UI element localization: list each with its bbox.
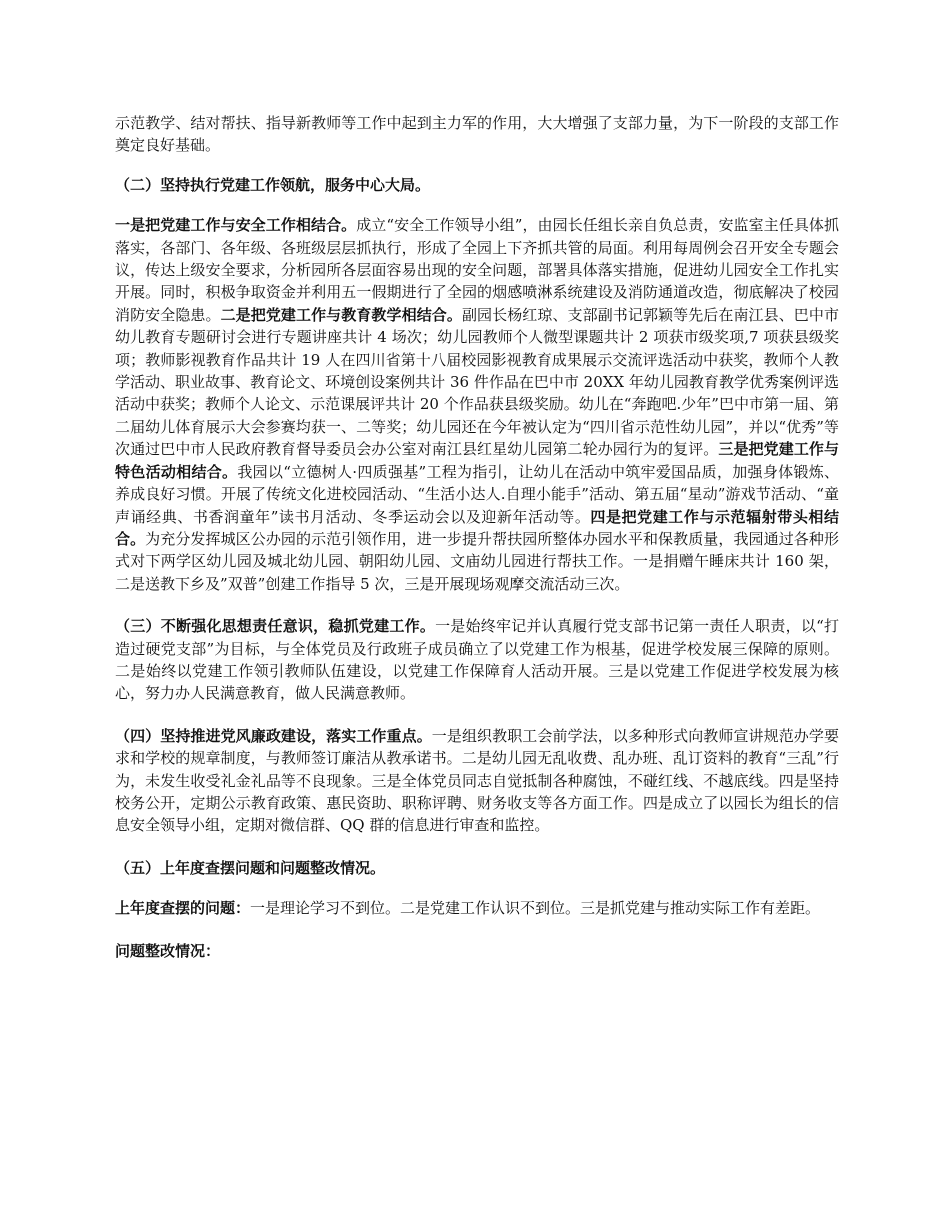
section-4-heading: （四）坚持推进党风廉政建设，落实工作重点。: [115, 726, 432, 745]
section-3-heading: （三）不断强化思想责任意识，稳抓党建工作。: [115, 617, 436, 636]
section-4-paragraph: [115, 725, 839, 837]
demonstration-work-text: 为充分发挥城区公办园的示范引领作用，进一步提升帮扶园所整体办园水平和保教质量，我园通过各种形式对下两学区幼儿园及城北幼儿园、朝阳幼儿园、文庙幼儿园进行帮扶工作。一是捐赠午睡床共计 160 架，二是送教下乡及”双普”创建工作指导 5 次，三是开展现场观摩交流活动三次。: [115, 529, 839, 593]
section-4-text: 一是组织教职工会前学法，以多种形式向教师宣讲规范办学要求和学校的规章制度，与教师签订廉洁从教承诺书。二是幼儿园无乱收费、乱办班、乱订资料的教育“三乱”行为，未发生收受礼金礼品等不良现象。三是全体党员同志自觉抵制各种腐蚀，不碰红线、不越底线。四是坚持校务公开，定期公示教育政策、惠民资助、职称评聘、财务收支等各方面工作。四是成立了以园长为组长的信息安全领导小组，定期对微信群、QQ 群的信息进行审查和监控。: [115, 726, 839, 835]
activities-work-text: 我园以“立德树人·四质强基”工程为指引，让幼儿在活动中筑牢爱国品质，加强身体锻炼、养成良好习惯。开展了传统文化进校园活动、“生活小达人.自理小能手”活动、第五届“星动”游戏节活动、“童声诵经典、书香润童年”读书月活动、冬季运动会以及迎新年活动等。: [115, 462, 839, 526]
intro-paragraph: 示范教学、结对帮扶、指导新教师等工作中起到主力军的作用，大大增强了支部力量，为下一阶段的支部工作奠定良好基础。: [115, 114, 839, 155]
rectification-label: 问题整改情况：: [115, 941, 221, 960]
teaching-work-text: 副园长杨红琼、支部副书记郭颖等先后在南江县、巴中市幼儿教育专题研讨会进行专题讲座共计 4 场次；幼儿园教师个人微型课题共计 2 项获市级奖项,7 项获县级奖项；教师影视教育作品共计 19 人在四川省第十八届校园影视教育成果展示交流评选活动中获奖，教师个人教学活动、职业故事、教育论文、环境创设案例共计 36 件作品在巴中市 20XX 年幼儿园教育教学优秀案例评选活动中获奖；教师个人论文、示范课展评共计 20 个作品获县级奖励。幼儿在“奔跑吧.少年”巴中市第一届、第二届幼儿体育展示大会参赛均获一、二等奖；幼儿园还在今年被认定为“四川省示范性幼儿园”，并以“优秀”等次通过巴中市人民政府教育督导委员会办公室对南江县红星幼儿园第二轮办园行为的复评。: [115, 305, 839, 459]
teaching-work-lead: 二是把党建工作与教育教学相结合。: [220, 305, 462, 324]
section-5-heading: （五）上年度查摆问题和问题整改情况。: [115, 858, 386, 877]
section-2-heading: （二）坚持执行党建工作领航，服务中心大局。: [115, 175, 431, 194]
section-3-text: 一是始终牢记并认真履行党支部书记第一责任人职责，以“打造过硬党支部”为目标，与全体党员及行政班子成员确立了以党建工作为根基，促进学校发展三保障的原则。二是始终以党建工作领引教师队伍建设，以党建工作保障育人活动开展。三是以党建工作促进学校发展为核心，努力办人民满意教育，做人民满意教师。: [115, 617, 839, 703]
problems-label: 上年度查摆的问题：: [115, 899, 251, 918]
problems-paragraph: [115, 897, 839, 919]
problems-text: 一是理论学习不到位。二是党建工作认识不到位。三是抓党建与推动实际工作有差距。: [250, 899, 821, 918]
demonstration-work-lead: 四是把党建工作与示范辐射带头相结合。: [115, 507, 839, 548]
activities-work-lead: 三是把党建工作与特色活动相结合。: [115, 440, 839, 481]
section-2-paragraph: [115, 214, 839, 595]
section-3-paragraph: [115, 615, 839, 705]
safety-work-text: 成立“安全工作领导小组”，由园长任组长亲自负总责，安监室主任具体抓落实，各部门、各年级、各班级层层抓执行，形成了全园上下齐抓共管的局面。利用每周例会召开安全专题会议，传达上级安全要求，分析园所各层面容易出现的安全问题，部署具体落实措施，促进幼儿园安全工作扎实开展。同时，积极争取资金并利用五一假期进行了全园的烟感喷淋系统建设及消防通道改造，彻底解决了校园消防安全隐患。: [115, 216, 839, 324]
document-page: [115, 112, 839, 980]
safety-work-lead: 一是把党建工作与安全工作相结合。: [115, 216, 357, 235]
